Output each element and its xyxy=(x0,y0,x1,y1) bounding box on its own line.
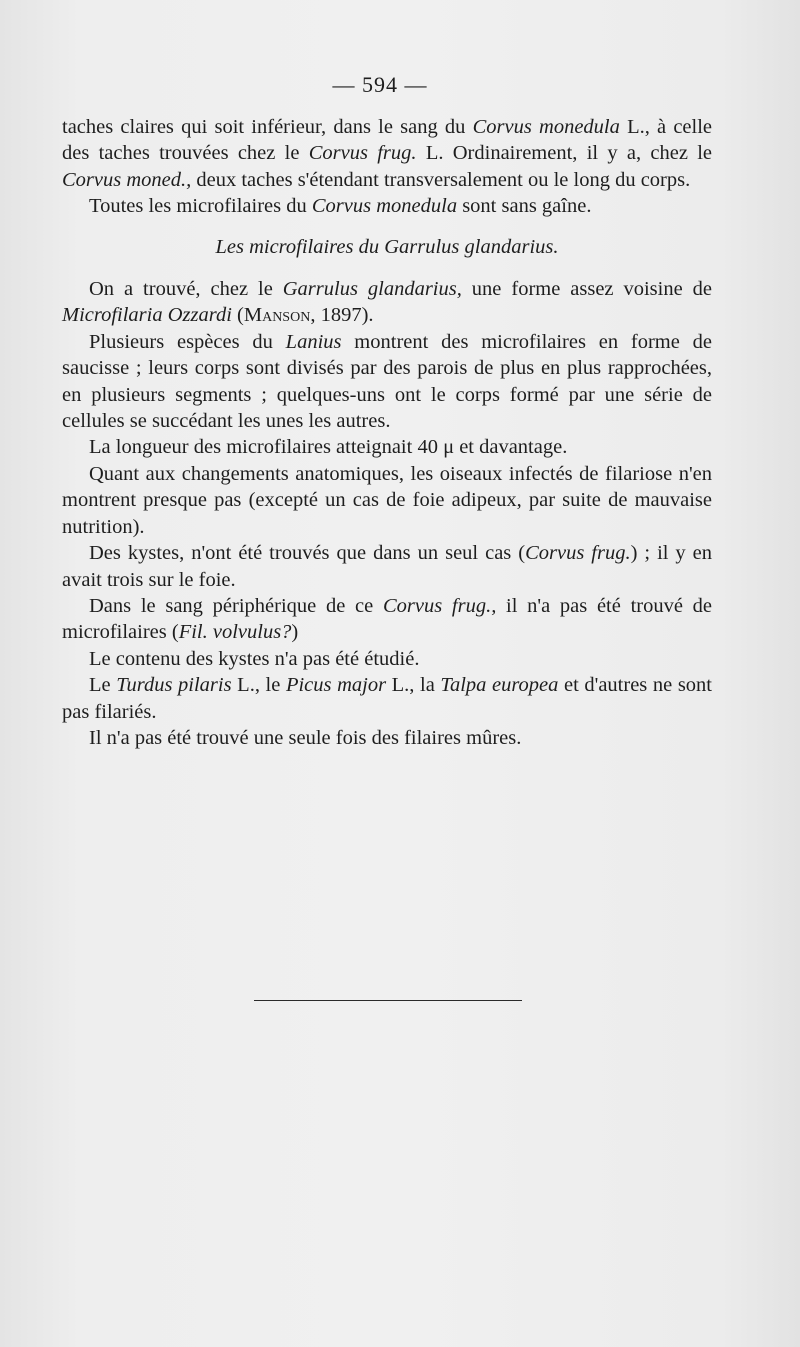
species-name: Talpa europea xyxy=(440,674,559,697)
species-name: Corvus moned., xyxy=(62,168,192,191)
species-name: Corvus monedula xyxy=(311,195,458,218)
paragraph-2: Toutes les microfilaires du Corvus monedula sont sans gaîne. xyxy=(89,195,592,218)
end-rule xyxy=(254,1000,522,1001)
species-name: Corvus frug., xyxy=(382,594,497,617)
paragraph-1: taches claires qui soit inférieur, dans le sang du Corvus monedula L., à celle des taches trouvées chez le Corvus frug. L. Ordinairement, il y a, chez le Corvus moned., deux taches s'étendant transversalement ou le long du corps. xyxy=(62,116,713,191)
paragraph-4: Plusieurs espèces du Lanius montrent des microfilaires en forme de saucisse ; leurs corps sont divisés par des parois de plus en plus rapprochées, en plusieurs segments ; quelques-uns ont le corps formé par une série de cellules se succédant les unes les autres. xyxy=(62,330,712,433)
author-name: Manson xyxy=(243,304,311,327)
paragraph-5: La longueur des microfilaires atteignait 40 μ et davantage. xyxy=(89,436,568,459)
paragraph-8: Dans le sang périphérique de ce Corvus frug., il n'a pas été trouvé de microfilaires (Fil. volvulus?) xyxy=(62,594,713,644)
species-name: Garrulus glandarius, xyxy=(282,278,462,301)
species-name: Corvus monedula xyxy=(472,116,620,138)
species-name: Lanius xyxy=(285,330,342,353)
paragraph-3: On a trouvé, chez le Garrulus glandarius, une forme assez voisine de Microfilaria Ozzardi (Manson, 1897). xyxy=(62,278,712,327)
species-name: Fil. volvulus? xyxy=(178,621,292,644)
body-text xyxy=(62,114,712,751)
paragraph-9: Le contenu des kystes n'a pas été étudié. xyxy=(89,647,420,670)
paragraph-10: Le Turdus pilaris L., le Picus major L., la Talpa europea et d'autres ne sont pas filariés. xyxy=(62,674,712,723)
paragraph-11: Il n'a pas été trouvé une seule fois des filaires mûres. xyxy=(89,726,522,749)
page-number: — 594 — xyxy=(332,72,428,97)
section-heading: Les microfilaires du Garrulus glandarius. xyxy=(215,235,559,258)
species-name: Picus major xyxy=(285,674,387,697)
species-name: Corvus frug. xyxy=(308,142,417,165)
paragraph-7: Des kystes, n'ont été trouvés que dans un seul cas (Corvus frug.) ; il y en avait trois sur le foie. xyxy=(62,542,713,591)
paragraph-6: Quant aux changements anatomiques, les oiseaux infectés de filariose n'en montrent presque pas (excepté un cas de foie adipeux, par suite de mauvaise nutrition). xyxy=(62,462,712,538)
species-name: Microfilaria Ozzardi xyxy=(62,304,232,327)
species-name: Corvus frug. xyxy=(525,542,631,565)
species-name: Turdus pilaris xyxy=(116,674,232,697)
